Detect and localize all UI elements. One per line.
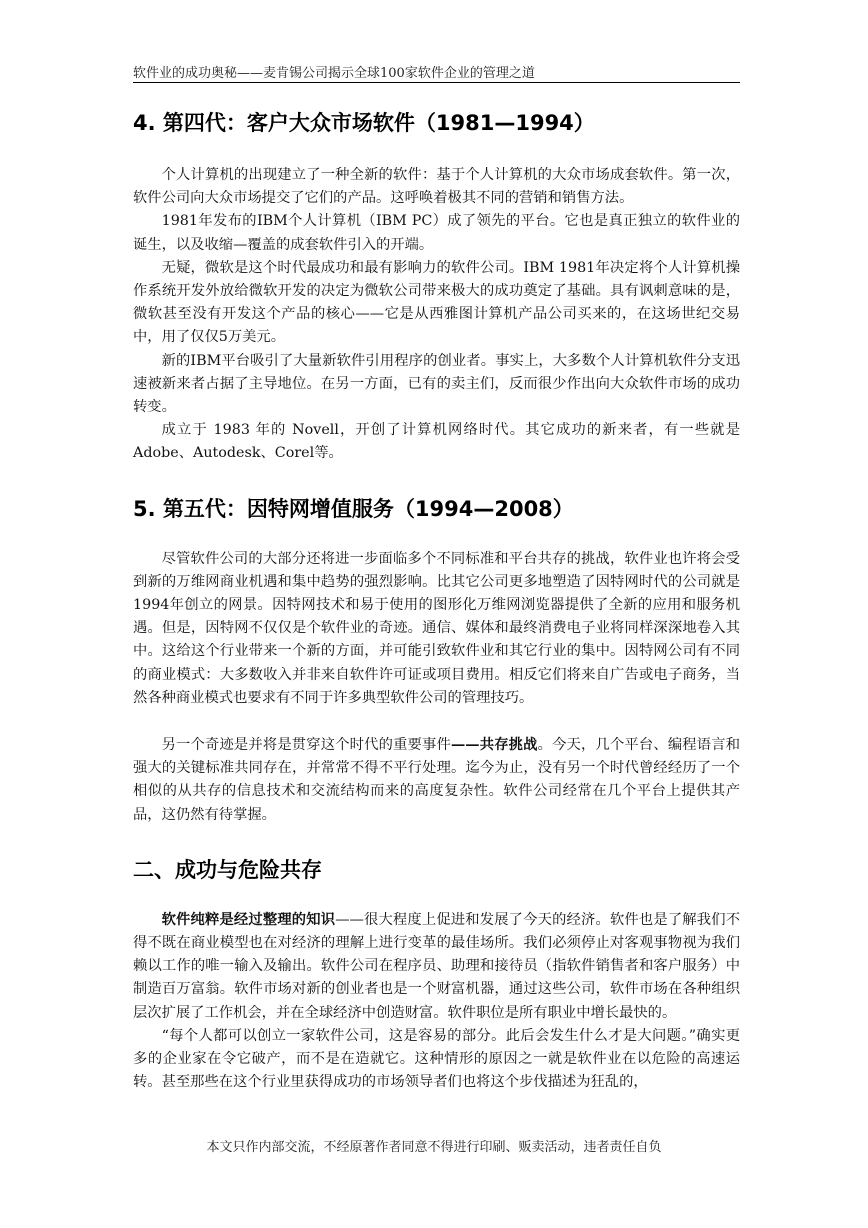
paragraph: “每个人都可以创立一家软件公司，这是容易的部分。此后会发生什么才是大问题。”确实更多的企业家在令它破产，而不是在造就它。这种情形的原因之一就是软件业在以危险的高速运转。甚至那些在这个行业里获得成功的市场领导者们也将这个步伐描述为狂乱的， [133,1027,740,1091]
footer-notice: 本文只作内部交流，不经原著作者同意不得进行印刷、贩卖活动，违者责任自负 [206,1140,662,1155]
paragraph: 1981年发布的IBM个人计算机（IBM PC）成了领先的平台。它也是真正独立的软件业的诞生，以及收缩—覆盖的成套软件引入的开端。 [133,213,740,253]
paragraph [133,909,740,1025]
page-content [133,108,740,1095]
section-heading-4: 4. 第四代：客户大众市场软件（1981—1994） [133,111,595,135]
emphasis-text: ——共存挑战 [450,737,538,754]
running-header: 软件业的成功奥秘——麦肯锡公司揭示全球100家软件企业的管理之道 [133,66,535,81]
paragraph: 尽管软件公司的大部分还将进一步面临多个不同标准和平台共存的挑战，软件业也许将会受到新的万维网商业机遇和集中趋势的强烈影响。比其它公司更多地塑造了因特网时代的公司就是1994年创立的网景。因特网技术和易于使用的图形化万维网浏览器提供了全新的应用和服务机遇。但是，因特网不仅仅是个软件业的奇迹。通信、媒体和最终消费电子业将同样深深地卷入其中。这给这个行业带来一个新的方面，并可能引致软件业和其它行业的集中。因特网公司有不同的商业模式：大多数收入并非来自软件许可证或项目费用。相反它们将来自广告或电子商务，当然各种商业模式也要求有不同于许多典型软件公司的管理技巧。 [133,550,740,706]
paragraph-text: ——很大程度上促进和发展了今天的经济。软件也是了解我们不得不既在商业模型也在对经济的理解上进行变革的最佳场所。我们必须停止对客观事物视为我们赖以工作的唯一输入及输出。软件公司在程序员、助理和接待员（指软件销售者和客户服务）中制造百万富翁。软件市场对新的创业者也是一个财富机器，通过这些公司，软件市场在各种组织层次扩展了工作机会，并在全球经济中创造财富。软件职位是所有职业中增长最快的。 [133,911,740,1021]
section-heading-5: 5. 第五代：因特网增值服务（1994—2008） [133,496,574,521]
paragraph [133,734,740,827]
emphasis-text: 软件纯粹是经过整理的知识 [161,911,336,928]
paragraph-text: 另一个奇迹是并将是贯穿这个时代的重要事件 [161,737,451,754]
header-divider [133,82,740,83]
paragraph: 新的IBM平台吸引了大量新软件引用程序的创业者。事实上，大多数个人计算机软件分支迅速被新来者占据了主导地位。在另一方面，已有的卖主们，反而很少作出向大众软件市场的成功转变。 [133,352,740,416]
paragraph: 成立于 1983 年的 Novell，开创了计算机网络时代。其它成功的新来者，有一些就是Adobe、Autodesk、Corel等。 [133,422,740,462]
section-heading-2: 二、成功与危险共存 [133,857,322,882]
paragraph: 个人计算机的出现建立了一种全新的软件：基于个人计算机的大众市场成套软件。第一次，软件公司向大众市场提交了它们的产品。这呼唤着极其不同的营销和销售方法。 [133,167,740,207]
paragraph-text: 。今天，几个平台、编程语言和强大的关键标准共同存在，并常常不得不平行处理。迄今为止，没有另一个时代曾经经历了一个相似的从共存的信息技术和交流结构而来的高度复杂性。软件公司经常在几个平台上提供其产品，这仍然有待掌握。 [133,737,740,823]
paragraph: 无疑，微软是这个时代最成功和最有影响力的软件公司。IBM 1981年决定将个人计算机操作系统开发外放给微软开发的决定为微软公司带来极大的成功奠定了基础。具有讽刺意味的是，微软甚至没有开发这个产品的核心——它是从西雅图计算机产品公司买来的，在这场世纪交易中，用了仅仅5万美元。 [133,259,740,346]
